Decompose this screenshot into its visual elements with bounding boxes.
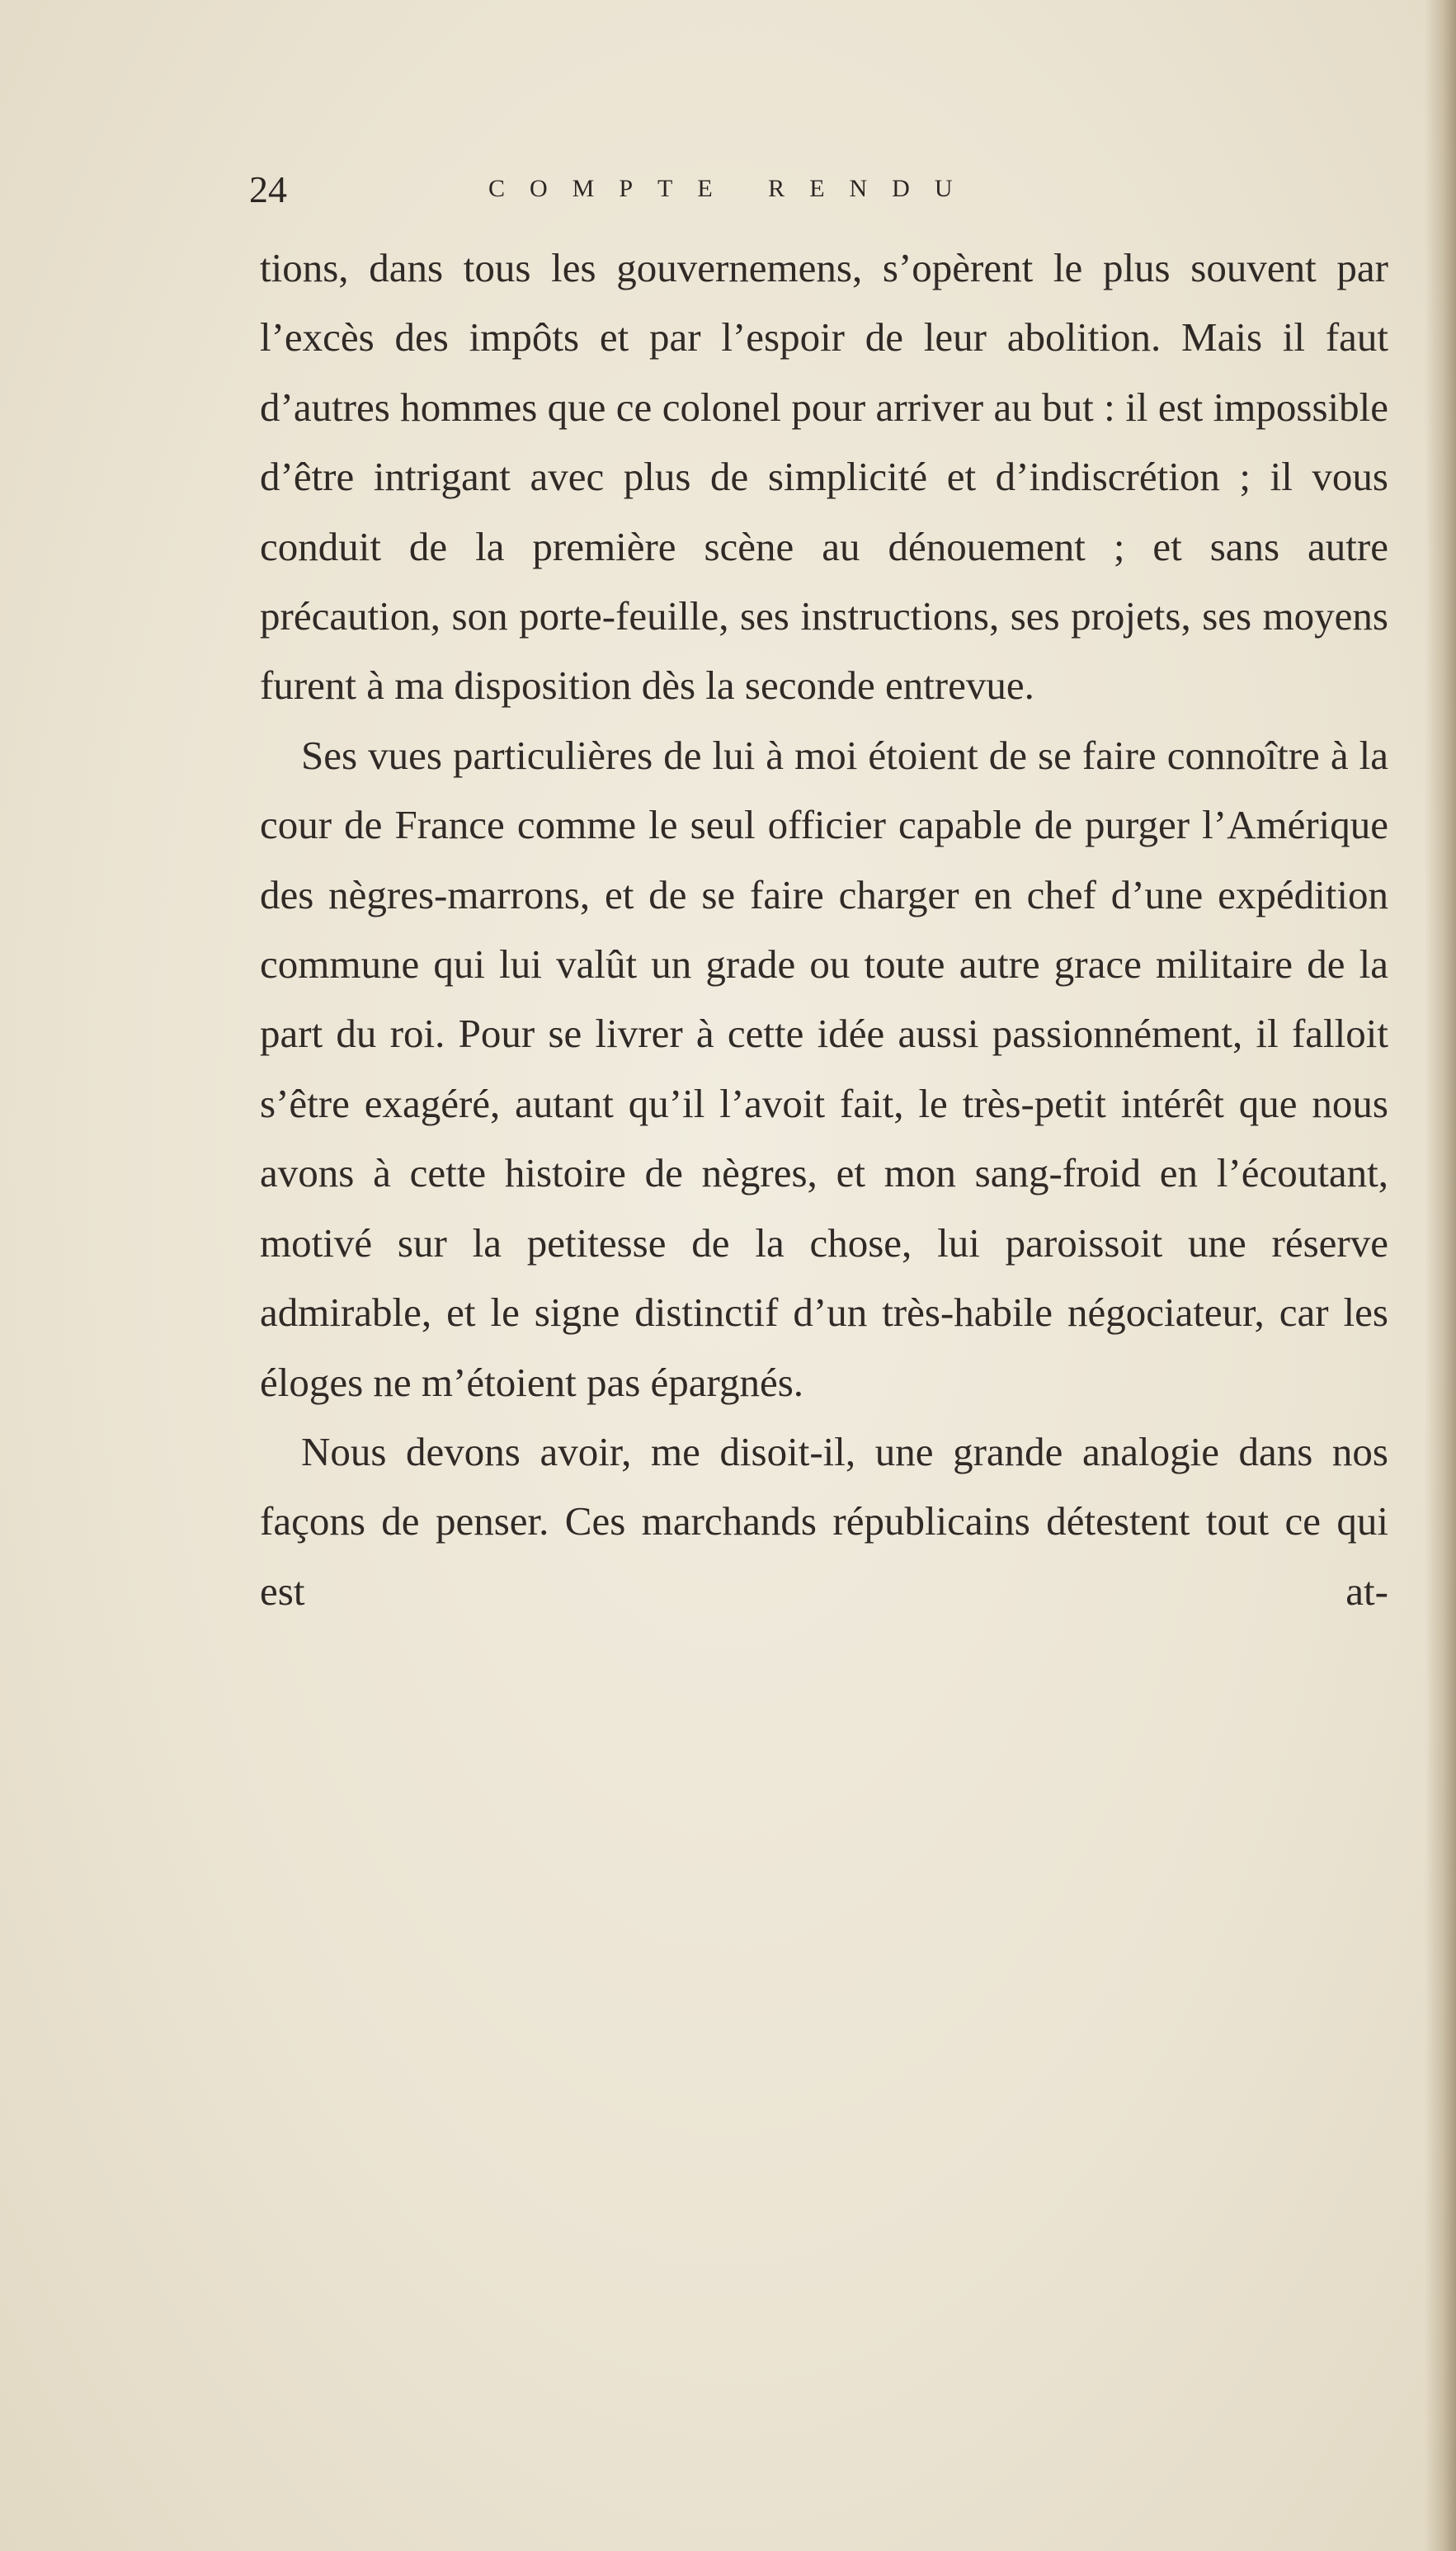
body-text (260, 233, 1388, 1626)
page-number: 24 (249, 168, 287, 210)
page-header (249, 161, 1404, 219)
running-head: COMPTE RENDU (488, 175, 978, 202)
paragraph-3: Nous devons avoir, me disoit-il, une grande analogie dans nos façons de penser. Ces marchands républicains détestent tout ce qui est at- (260, 1428, 1388, 1614)
paragraph-1: tions, dans tous les gouvernemens, s’opèrent le plus souvent par l’excès des impôts et par l’espoir de leur abolition. Mais il faut d’autres hommes que ce colonel pour arriver au but : il est impossible d’être intrigant avec plus de simplicité et d’indiscrétion ; il vous conduit de la première scène au dénouement ; et sans autre précaution, son porte-feuille, ses instructions, ses projets, ses moyens furent à ma disposition dès la seconde entrevue. (260, 245, 1388, 709)
page-edge-shadow (1425, 0, 1456, 2551)
paragraph-2: Ses vues particulières de lui à moi étoient de se faire connoître à la cour de France comme le seul officier capable de purger l’Amérique des nègres-marrons, et de se faire charger en chef d’une expédition commune qui lui valût un grade ou toute autre grace militaire de la part du roi. Pour se livrer à cette idée aussi passionnément, il falloit s’être exagéré, autant qu’il l’avoit fait, le très-petit intérêt que nous avons à cette histoire de nègres, et mon sang-froid en l’écoutant, motivé sur la petitesse de la chose, lui paroissoit une réserve admirable, et le signe distinctif d’un très-habile négociateur, car les éloges ne m’étoient pas épargnés. (260, 732, 1388, 1405)
